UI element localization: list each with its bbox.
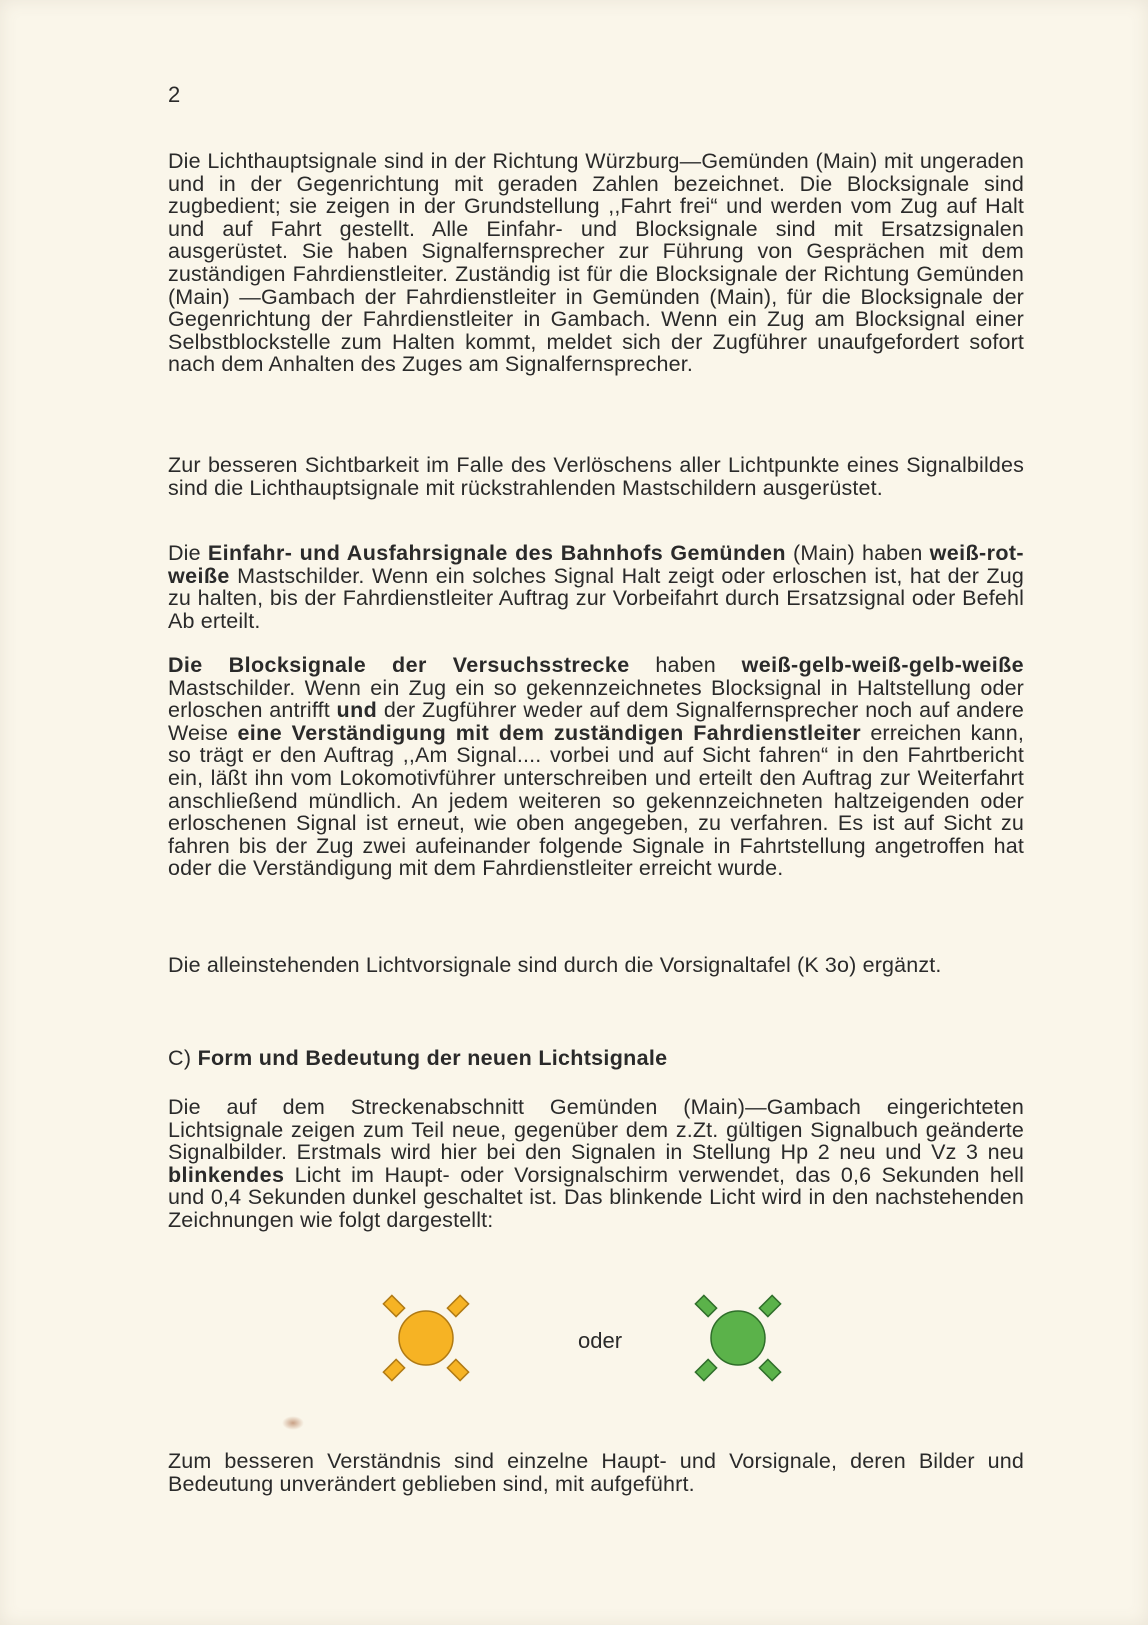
text-span: Die xyxy=(168,541,208,565)
text-span: haben xyxy=(629,653,742,677)
text-span: (Main) haben xyxy=(785,541,930,565)
bold-span: und xyxy=(336,698,378,723)
bold-span: eine Verständigung mit dem zuständigen Fahrdienstleiter xyxy=(237,720,861,745)
heading-text: Form und Bedeutung der neuen Lichtsignale xyxy=(197,1046,668,1070)
paragraph-reflective-mast-plates: Zur besseren Sichtbarkeit im Falle des Verlöschens aller Lichtpunkte eines Signalbildes sind die Lichthauptsignale mit rückstrahlenden Mastschildern ausgerüstet. xyxy=(168,453,1024,500)
paragraph-block-signals-test-section xyxy=(168,654,1024,880)
text-span: erreichen kann, so trägt er den Auftrag ,,Am Signal.... vorbei und auf Sicht fahren“ in den Fahrtbericht ein, läßt ihn vom Lokomotivführer unterschreiben und erteilt den Auftrag zur Weiterfahrt anschließend mündlich. An jedem weiteren so gekennzeichneten haltzeigenden oder erloschenen Signal ist erneut, wie oben angegeben, zu verfahren. Es ist auf Sicht zu fahren bis der Zug zwei aufeinander folgende Signale in Fahrtstellung angetroffen hat oder die Verständigung mit dem Fahrdienstleiter erreicht wurde. xyxy=(168,720,1024,881)
bold-span: blinkendes xyxy=(168,1162,285,1187)
oder-label: oder xyxy=(578,1328,623,1353)
bold-span: Die Blocksignale der Versuchsstrecke xyxy=(168,653,630,677)
paragraph-distant-signals: Die alleinstehenden Lichtvorsignale sind durch die Vorsignaltafel (K 3o) ergänzt. xyxy=(168,953,942,977)
paragraph-unchanged-signals: Zum besseren Verständnis sind einzelne Haupt- und Vorsignale, deren Bilder und Bedeutung unverändert geblieben sind, mit aufgeführt. xyxy=(168,1449,1024,1496)
text-span: der Zugführer weder auf dem Signalfernsprecher noch auf andere Weise xyxy=(168,698,1024,745)
page-number: 2 xyxy=(168,82,181,107)
heading-letter: C) xyxy=(168,1046,198,1070)
text-span: Die auf dem Streckenabschnitt Gemünden (Main)—Gambach eingerichteten Lichtsignale zeigen zum Teil neue, gegenüber dem z.Zt. gültigen Signalbuch geänderte Signalbilder. Erstmals wird hier bei den Signalen in Stellung Hp 2 neu und Vz 3 neu xyxy=(168,1095,1024,1165)
blinking-yellow-light-icon xyxy=(378,1290,474,1386)
paragraph-signal-numbering: Die Lichthauptsignale sind in der Richtung Würzburg—Gemünden (Main) mit ungeraden und in der Gegenrichtung mit geraden Zahlen bezeichnet. Die Blocksignale sind zugbedient; sie zeigen in der Grundstellung ,,Fahrt frei“ und werden vom Zug auf Halt und auf Fahrt gestellt. Alle Einfahr- und Blocksignale sind mit Ersatzsignalen ausgerüstet. Sie haben Signalfernsprecher zur Führung von Gesprächen mit dem zuständigen Fahrdienstleiter. Zuständig ist für die Blocksignale der Richtung Gemünden (Main) —Gambach der Fahrdienstleiter in Gemünden (Main), für die Blocksignale der Gegenrichtung der Fahrdienstleiter in Gambach. Wenn ein Zug am Blocksignal einer Selbstblockstelle zum Halten kommt, meldet sich der Zugführer unaufgefordert sofort nach dem Anhalten des Zuges am Signalfernsprecher. xyxy=(168,149,1024,377)
bold-span: weiß-rot-weiße xyxy=(168,541,1024,588)
paragraph-entry-exit-signals xyxy=(168,542,1024,632)
text-span: Mastschilder. Wenn ein solches Signal Halt zeigt oder erloschen ist, hat der Zug zu halten, bis der Fahrdienstleiter Auftrag zur Vorbeifahrt durch Ersatzsignal oder Befehl Ab erteilt. xyxy=(168,563,1024,633)
paragraph-new-signals xyxy=(168,1096,1024,1232)
paper-stain xyxy=(282,1416,304,1430)
bold-span: Einfahr- und Ausfahrsignale des Bahnhofs Gemünden xyxy=(207,541,786,565)
text-span: Licht im Haupt- oder Vorsignalschirm verwendet, das 0,6 Sekunden hell und 0,4 Sekunden dunkel geschaltet ist. Das blinkende Licht wird in den nachstehenden Zeichnungen wie folgt dargestellt: xyxy=(168,1162,1024,1232)
bold-span: weiß-gelb-weiß-gelb-weiße xyxy=(741,653,1024,677)
text-span: Mastschilder. Wenn ein Zug ein so gekennzeichnetes Blocksignal in Haltstellung oder erloschen antrifft xyxy=(168,675,1024,723)
blinking-green-light-icon xyxy=(690,1290,786,1386)
section-heading xyxy=(168,1046,667,1071)
